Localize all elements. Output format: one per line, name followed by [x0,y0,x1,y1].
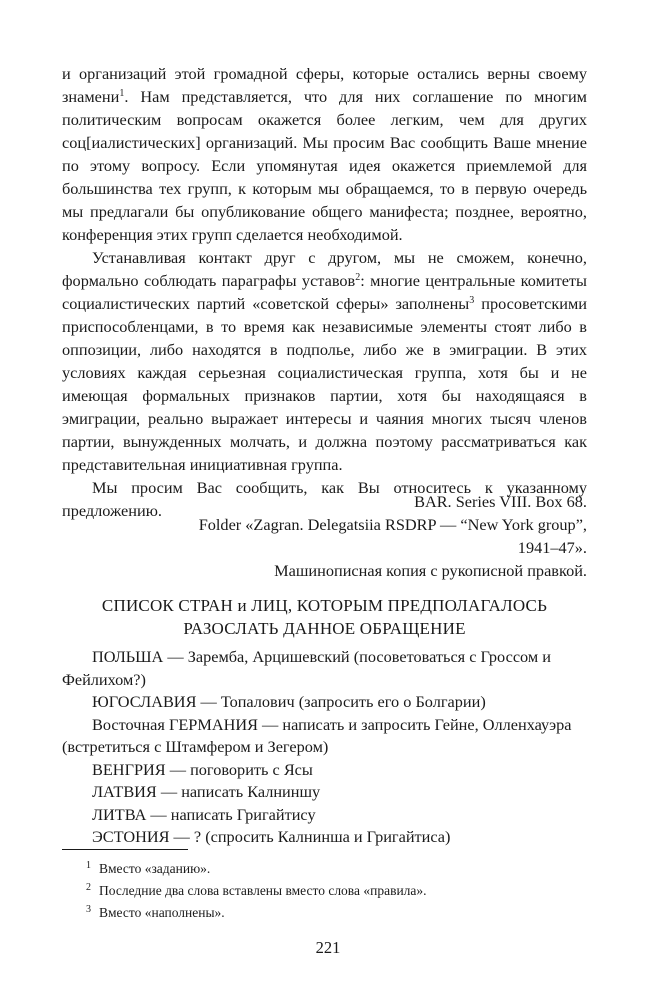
footnote-number: 3 [86,904,91,915]
footnote [62,902,587,924]
footnote-ref-3: 3 [469,295,475,306]
list-item: ЛАТВИЯ — написать Калниншу [92,782,321,801]
paragraph-1-text-b: . Нам представляется, что для них соглашение по многим политическим вопросам окажется более легким, чем для других соц[иалистических] организаций. Мы просим Вас сообщить Ваше мнение по этому вопросу. Если упомянутая идея окажется приемлемой для большинства тех групп, к которым мы обращаемся, то в первую очередь мы предлагали бы опубликование общего манифеста; позднее, вероятно, конференция этих групп сделается необходимой. [62,87,587,244]
footnote-ref-1: 1 [119,88,125,99]
heading-line-1-part-c: ЛИЦ, КОТОРЫМ ПРЕДПОЛАГАЛОСЬ [246,596,548,615]
list-item: ВЕНГРИЯ — поговорить с Ясы [92,759,313,779]
source-line-2: Folder «Zagran. Delegatsiia RSDRP — “New York group”, [198,515,587,534]
paragraph-2-text-a: Устанавливая контакт друг с другом, мы не сможем, конечно, формально соблюдать параграфы уставов [62,248,587,290]
footnote-text: Последние два слова вставлены вместо слова «правила». [99,883,427,898]
page-number: 221 [315,938,341,957]
list-item: ПОЛЬША — Заремба, Арцишевский (посоветоваться с Гроссом и Фейлихом?) [62,647,551,689]
section-heading [62,594,587,640]
footnote-number: 2 [86,882,91,893]
heading-line-1 [62,594,587,617]
source-line-4: Машинописная копия с рукописной правкой. [274,561,587,580]
footnote [62,858,587,880]
source-line-3: 1941–47». [517,538,587,557]
list-item: Восточная ГЕРМАНИЯ — написать и запросить Гейне, Олленхауэра (встретиться с Штамфером и Зегером) [62,714,572,756]
paragraph-2-text-b: : многие центральные комитеты социалистических партий «советской сферы» заполнены [62,271,587,313]
source-line-1: BAR. Series VIII. Box 68. [414,492,587,511]
country-list [62,646,587,849]
list-item: ЭСТОНИЯ — ? (спросить Калнинша и Григайтиса) [92,827,451,846]
paragraph-2-text-c: просоветскими приспособленцами, в то время как независимые элементы стоят либо в оппозиции, либо находятся в подполье, либо же в эмиграции. В этих условиях каждая серьезная социалистическая группа, хотя бы и не имеющая формальных признаков партии, хотя бы находящаяся в эмиграции, реально выражает интересы и чаяния многих тысяч членов партии, вынужденных молчать, и должна поэтому рассматриваться как представительная инициативная группа. [62,294,588,474]
paragraph-1-text-a: и организаций этой громадной сферы, которые остались верны своему знамени [62,64,587,106]
footnote [62,880,587,902]
paragraph-3: Мы просим Вас сообщить, как Вы относитесь к указанному предложению. [62,478,587,520]
footnote-number: 1 [86,860,91,871]
archival-source [62,490,587,582]
list-item: ЛИТВА — написать Григайтису [92,804,316,824]
body-text [62,62,587,522]
list-item: ЮГОСЛАВИЯ — Топалович (запросить его о Болгарии) [92,692,486,711]
footnote-divider [62,849,188,850]
heading-line-1-part-b: и [237,596,247,615]
paragraph-1 [62,62,587,246]
footnotes [62,858,587,924]
footnote-text: Вместо «наполнены». [99,905,225,920]
footnote-ref-2: 2 [355,272,361,283]
heading-line-1-part-a: СПИСОК СТРАН [101,596,238,615]
footnote-text: Вместо «заданию». [99,861,211,876]
heading-line-2: РАЗОСЛАТЬ ДАННОЕ ОБРАЩЕНИЕ [183,619,466,638]
paragraph-2 [62,246,587,476]
